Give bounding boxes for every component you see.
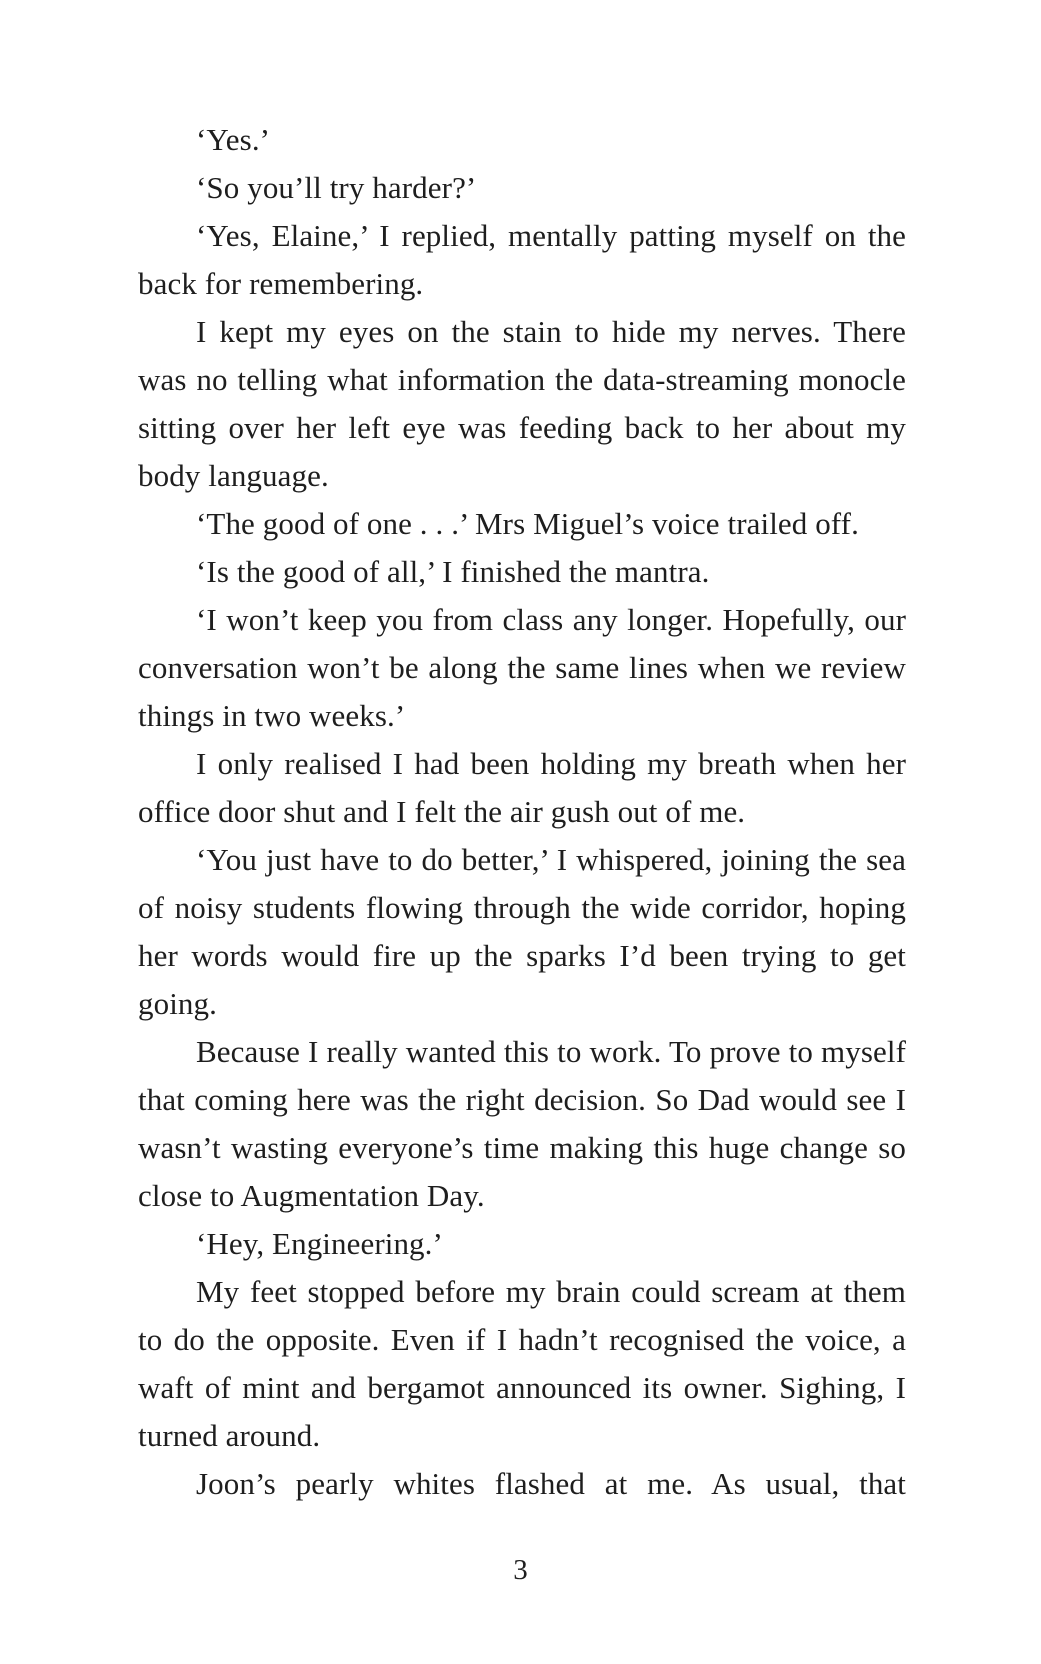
paragraph: ‘Hey, Engineering.’ bbox=[196, 1226, 443, 1261]
paragraph: Joon’s pearly whites flashed at me. As usual, that bbox=[196, 1466, 906, 1501]
paragraph: ‘Is the good of all,’ I finished the mantra. bbox=[196, 554, 710, 589]
page-number: 3 bbox=[513, 1554, 528, 1586]
paragraph: ‘The good of one . . .’ Mrs Miguel’s voice trailed off. bbox=[196, 506, 859, 541]
paragraph: ‘Yes, Elaine,’ I replied, mentally patting myself on the back for remembering. bbox=[138, 218, 906, 301]
paragraph: ‘Yes.’ bbox=[196, 122, 271, 157]
paragraph: ‘So you’ll try harder?’ bbox=[196, 170, 477, 205]
paragraph: I kept my eyes on the stain to hide my nerves. There was no telling what information the data-streaming monocle sitting over her left eye was feeding back to her about my body language. bbox=[138, 314, 906, 493]
paragraph: ‘You just have to do better,’ I whispered, joining the sea of noisy students flowing through the wide corridor, hoping her words would fire up the sparks I’d been trying to get going. bbox=[138, 842, 906, 1021]
paragraph: I only realised I had been holding my breath when her office door shut and I felt the air gush out of me. bbox=[138, 746, 906, 829]
paragraph: Because I really wanted this to work. To prove to myself that coming here was the right decision. So Dad would see I wasn’t wasting everyone’s time making this huge change so close to Augmentation Day. bbox=[138, 1034, 906, 1213]
body-text bbox=[138, 116, 906, 1508]
paragraph: ‘I won’t keep you from class any longer. Hopefully, our conversation won’t be along the same lines when we review things in two weeks.’ bbox=[138, 602, 906, 733]
paragraph: My feet stopped before my brain could scream at them to do the opposite. Even if I hadn’t recognised the voice, a waft of mint and bergamot announced its owner. Sighing, I turned around. bbox=[138, 1274, 906, 1453]
